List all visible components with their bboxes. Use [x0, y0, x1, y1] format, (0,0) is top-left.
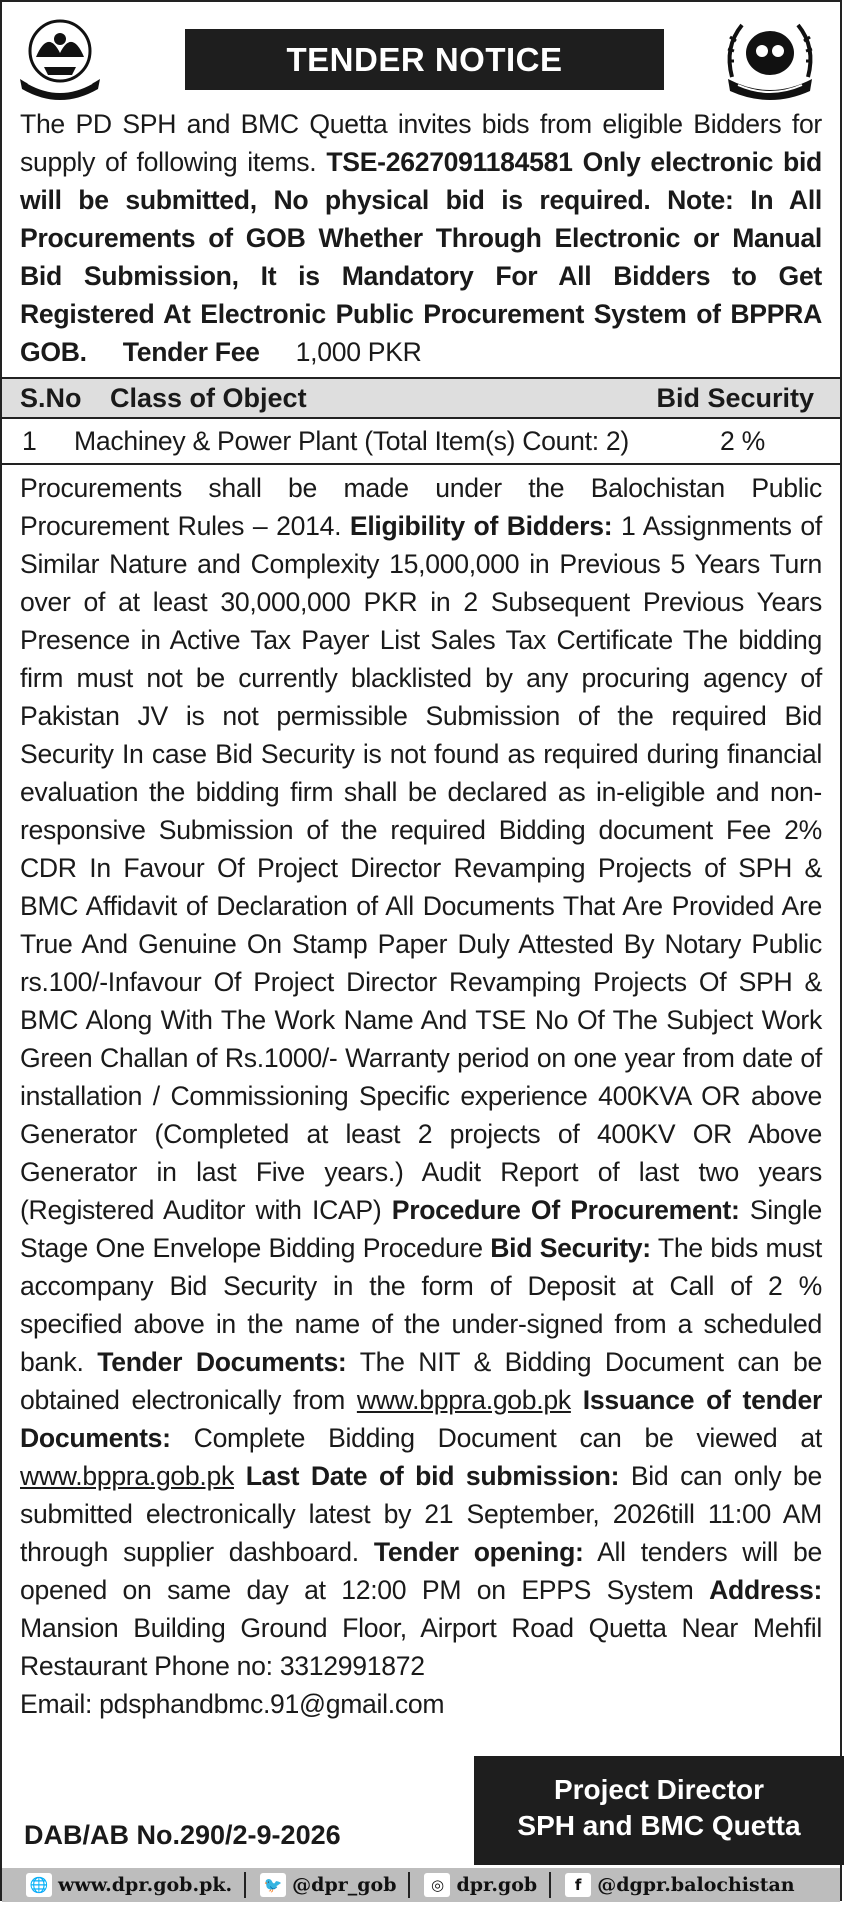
address-label: Address:	[709, 1575, 822, 1605]
cell-security: 2 %	[720, 425, 765, 456]
table-row	[2, 419, 840, 463]
cell-sno: 1	[22, 425, 37, 456]
website-text: www.dpr.gob.pk.	[58, 1874, 233, 1896]
tender-fee-value: 1,000 PKR	[295, 337, 422, 367]
tender-opening-text: All tenders will be opened on same day at 12:00 PM on EPPS System	[20, 1537, 822, 1605]
bid-security-text: The bids must accompany Bid Security in the form of Deposit at Call of 2 % specified above in the name of the under-signed from a scheduled bank.	[20, 1233, 822, 1377]
last-date-label: Last Date of bid submission:	[234, 1461, 620, 1491]
footer-facebook[interactable]	[565, 1873, 794, 1897]
instagram-handle: dpr.gob	[456, 1874, 538, 1896]
eligibility-text: 1 Assignments of Similar Nature and Complexity 15,000,000 in Previous 5 Years Turn over of at least 30,000,000 PKR in 2 Subsequent Previous Years Presence in Active Tax Payer List Sales Tax Certificate The bidding firm must not be currently blacklisted by any procuring agency of Pakistan JV is not permissible Submission of the required Bid Security In case Bid Security is not found as required during financial evaluation the bidding firm shall be declared as in-eligible and non-responsive Submission of the required Bidding document Fee 2% CDR In Favour Of Project Director Revamping Projects of SPH & BMC Affidavit of Declaration of All Documents That Are Provided Are True And Genuine On Stamp Paper Duly Attested By Notary Public rs.100/-Infavour Of Project Director Revamping Projects Of SPH & BMC Along With The Work Name And TSE No Of The Subject Work Green Challan of Rs.1000/- Warranty period on one year from date of installation / Commissioning Specific experience 400KVA OR above Generator (Completed at least 2 projects of 400KV OR Above Generator in last Five years.) Audit Report of last two years (Registered Auditor with ICAP)	[20, 511, 822, 1225]
bid-security-label: Bid Security:	[490, 1233, 651, 1263]
footer-instagram[interactable]	[424, 1873, 537, 1897]
procedure-label: Procedure Of Procurement:	[391, 1195, 740, 1225]
header-bid-security: Bid Security	[656, 382, 814, 413]
page-title: TENDER NOTICE	[185, 29, 664, 90]
footer-website[interactable]	[26, 1873, 232, 1897]
footer-divider	[408, 1872, 410, 1898]
address-text: Mansion Building Ground Floor, Airport Road Quetta Near Mehfil Restaurant Phone no: 3312991872	[20, 1613, 822, 1681]
notice-header	[2, 2, 840, 112]
facebook-icon: f	[565, 1873, 591, 1897]
twitter-handle: @dpr_gob	[292, 1874, 397, 1896]
header-class-of-object: Class of Object	[110, 382, 307, 413]
cell-object: Machiney & Power Plant (Total Item(s) Count: 2)	[74, 425, 629, 456]
items-table	[2, 377, 840, 465]
header-sno: S.No	[20, 382, 82, 413]
bppra-link-2[interactable]: www.bppra.gob.pk	[20, 1461, 234, 1491]
issuance-label: Issuance of tender Documents:	[20, 1385, 822, 1453]
signature-block	[474, 1756, 844, 1865]
eligibility-label: Eligibility of Bidders:	[349, 511, 613, 541]
intro-text: The PD SPH and BMC Quetta invites bids from eligible Bidders for supply of following items.	[20, 109, 822, 177]
twitter-icon: 🐦	[260, 1873, 286, 1897]
tender-opening-label: Tender opening:	[373, 1537, 584, 1567]
globe-icon: 🌐	[26, 1873, 52, 1897]
last-date-text: Bid can only be submitted electronically latest by 21 September, 2026till 11:00 AM through supplier dashboard.	[20, 1461, 823, 1567]
contact-email: Email: pdsphandbmc.91@gmail.com	[20, 1689, 445, 1719]
rules-text: Procurements shall be made under the Balochistan Public Procurement Rules – 2014.	[20, 473, 822, 541]
instagram-icon: ◎	[424, 1873, 450, 1897]
bppra-link[interactable]: www.bppra.gob.pk	[356, 1385, 571, 1415]
tender-fee-label: Tender Fee	[122, 337, 260, 367]
footer-divider	[244, 1872, 246, 1898]
tender-fee-line	[87, 337, 422, 367]
signature-office: SPH and BMC Quetta	[517, 1810, 801, 1841]
procedure-text: Single Stage One Envelope Bidding Procedure	[20, 1195, 822, 1263]
signature-title: Project Director	[553, 1774, 765, 1805]
department-seal-icon	[720, 17, 820, 102]
body-paragraph	[20, 469, 822, 1723]
footer-bar	[2, 1868, 840, 1902]
facebook-handle: @dgpr.balochistan	[597, 1874, 795, 1896]
tender-documents-text: The NIT & Bidding Document can be obtained electronically from	[20, 1347, 822, 1415]
balochistan-emblem-icon	[14, 17, 106, 102]
tender-documents-label: Tender Documents:	[97, 1347, 347, 1377]
issuance-text: Complete Bidding Document can be viewed at	[170, 1423, 822, 1453]
footer-divider	[549, 1872, 551, 1898]
reference-number: DAB/AB No.290/2-9-2026	[24, 1820, 341, 1850]
footer-twitter[interactable]	[260, 1873, 396, 1897]
intro-note: TSE-2627091184581 Only electronic bid will be submitted, No physical bid is required. Note: In All Procurements of GOB Whether Through Electronic or Manual Bid Submission, It is Mandatory For All Bidders to Get Registered At Electronic Public Procurement System of BPPRA GOB.	[20, 147, 822, 367]
table-header	[2, 379, 840, 419]
intro-paragraph	[20, 105, 822, 371]
